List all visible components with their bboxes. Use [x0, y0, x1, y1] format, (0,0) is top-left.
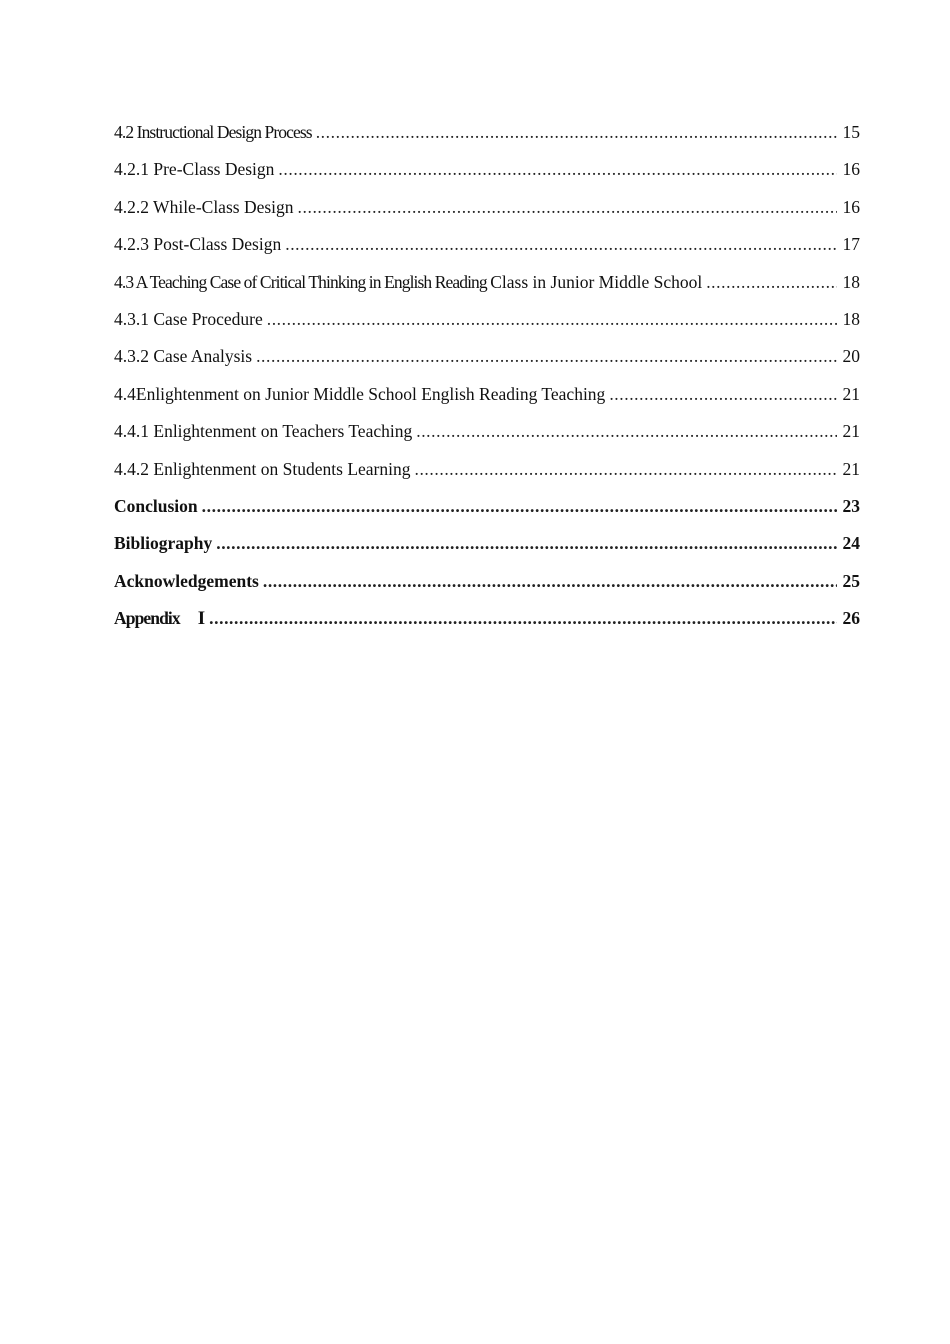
toc-entry-title: Conclusion	[114, 495, 198, 516]
toc-entry-page: 21	[842, 421, 860, 442]
toc-entry-page: 26	[842, 608, 860, 629]
toc-dot-leader	[263, 567, 837, 595]
toc-entry-4-2-2[interactable]	[114, 193, 860, 230]
toc-entry-title: 4.4.1 Enlightenment on Teachers Teaching	[114, 421, 413, 442]
toc-dot-leader	[416, 417, 837, 445]
toc-entry-page: 23	[842, 495, 860, 516]
toc-entry-4-4[interactable]	[114, 380, 860, 417]
toc-dot-leader	[706, 268, 837, 296]
toc-entry-page: 16	[842, 159, 860, 180]
toc-entry-page: 21	[842, 383, 860, 404]
toc-entry-4-2-3[interactable]	[114, 230, 860, 267]
toc-dot-leader	[267, 305, 837, 333]
toc-entry-title: 4.4Enlightenment on Junior Middle School English Reading Teaching	[114, 383, 606, 404]
toc-entry-title	[114, 268, 706, 296]
toc-entry-page: 21	[842, 458, 860, 479]
toc-entry-title: Bibliography	[114, 533, 213, 554]
toc-entry-4-4-2[interactable]	[114, 455, 860, 492]
toc-dot-leader	[414, 455, 837, 483]
toc-entry-conclusion[interactable]	[114, 492, 860, 529]
toc-dot-leader	[256, 342, 837, 370]
toc-entry-appendix[interactable]	[114, 604, 860, 641]
toc-entry-4-3[interactable]	[114, 268, 860, 305]
toc-entry-title	[114, 604, 209, 633]
toc-entry-4-2-1[interactable]	[114, 155, 860, 192]
toc-entry-title: 4.3.2 Case Analysis	[114, 346, 253, 367]
toc-dot-leader	[316, 118, 837, 146]
toc-entry-page: 20	[842, 346, 860, 367]
toc-entry-title: 4.2 Instructional Design Process	[114, 122, 312, 142]
toc-dot-leader	[216, 529, 837, 557]
toc-entry-page: 18	[842, 271, 860, 292]
toc-entry-title-part-b: I	[197, 608, 206, 630]
toc-entry-page: 18	[842, 308, 860, 329]
toc-entry-bibliography[interactable]	[114, 529, 860, 566]
toc-dot-leader	[278, 155, 837, 183]
toc-dot-leader	[285, 230, 837, 258]
toc-entry-page: 24	[842, 533, 860, 554]
toc-entry-4-2[interactable]	[114, 118, 860, 155]
toc-dot-leader	[609, 380, 837, 408]
toc-entry-title: 4.2.1 Pre-Class Design	[114, 159, 275, 180]
toc-dot-leader	[202, 492, 837, 520]
toc-entry-4-3-1[interactable]	[114, 305, 860, 342]
toc-entry-title: 4.3.1 Case Procedure	[114, 308, 263, 329]
toc-dot-leader	[209, 604, 837, 632]
toc-entry-title-part-a: Appendix	[114, 608, 180, 629]
toc-entry-title: 4.2.3 Post-Class Design	[114, 234, 282, 255]
toc-entry-page: 15	[842, 122, 860, 142]
toc-entry-acknowledgements[interactable]	[114, 567, 860, 604]
toc-entry-title: 4.2.2 While-Class Design	[114, 196, 294, 217]
toc-entry-title: Acknowledgements	[114, 570, 259, 591]
toc-entry-title: 4.4.2 Enlightenment on Students Learning	[114, 458, 411, 479]
toc-entry-page: 17	[842, 234, 860, 255]
toc-entry-4-4-1[interactable]	[114, 417, 860, 454]
toc-entry-4-3-2[interactable]	[114, 342, 860, 379]
toc-entry-title-part-a: 4.3 A Teaching Case of Critical Thinking in English Reading	[114, 271, 487, 292]
toc-entry-page: 16	[842, 196, 860, 217]
toc-entry-title-part-b: Class in Junior Middle School	[490, 271, 703, 292]
table-of-contents	[114, 118, 860, 641]
toc-dot-leader	[298, 193, 837, 221]
toc-entry-page: 25	[842, 570, 860, 591]
